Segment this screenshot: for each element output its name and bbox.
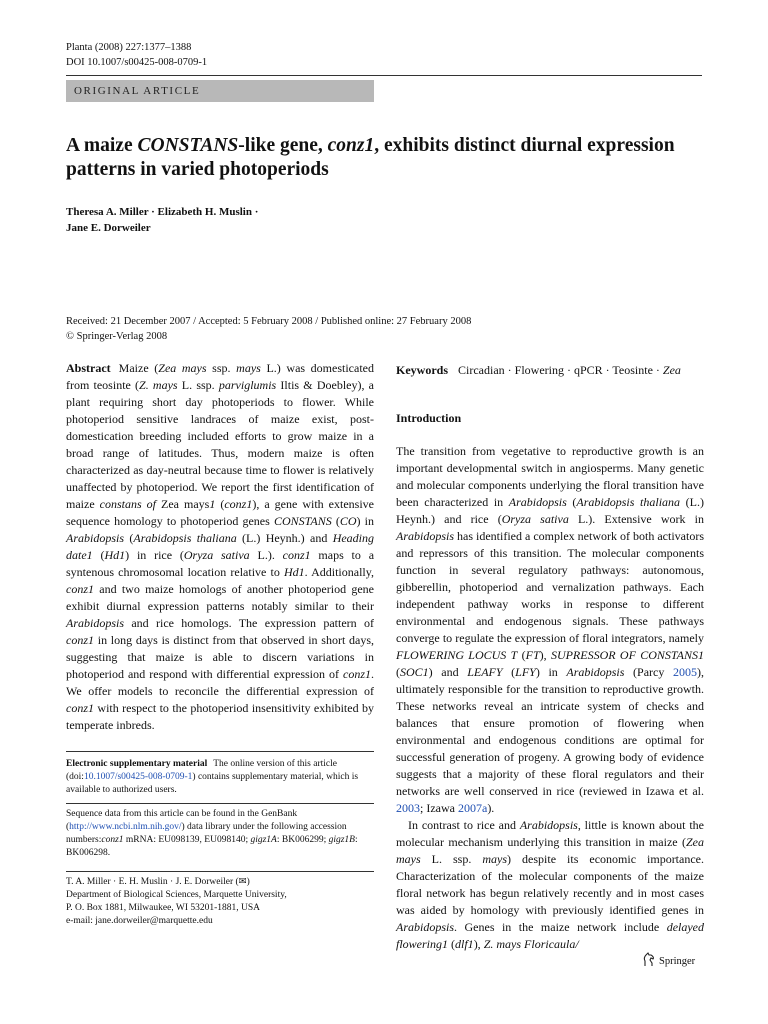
esm-note <box>66 758 374 797</box>
doi: DOI 10.1007/s00425-008-0709-1 <box>66 57 208 68</box>
intro-text: ), <box>539 648 551 662</box>
intro-text: , little is known about the molecular mechanism underlying this transition in maize ( <box>396 818 704 849</box>
introduction-body <box>396 443 704 953</box>
intro-text: (Parcy <box>624 665 673 679</box>
genbank-text: gigz1A <box>250 835 277 845</box>
abstract-text: ), a gene with extensive sequence homology to photoperiod genes <box>66 497 374 528</box>
footnote-rule <box>66 871 374 872</box>
title-text: -like gene, <box>238 135 328 156</box>
intro-text: ). <box>487 801 495 815</box>
title-text: conz1 <box>327 135 375 156</box>
abstract-text: Zea mays <box>156 497 210 511</box>
abstract-text: mays <box>236 361 261 375</box>
abstract-text: constans of <box>99 497 156 511</box>
abstract-text: ( <box>215 497 225 511</box>
abstract-text: ( <box>124 531 134 545</box>
esm-label: Electronic supplementary material <box>66 759 208 769</box>
intro-text: FLOWERING LOCUS T <box>396 648 518 662</box>
intro-text: Z. mays Floricaula/ <box>483 937 579 951</box>
intro-text: In contrast to rice and <box>408 818 520 832</box>
abstract-label: Abstract <box>66 361 111 375</box>
abstract-text: in long days is distinct from that observed in short days, suggesting that maize is able to discern variations in photoperiod and respond with differential expression of <box>66 633 374 681</box>
dates-line: Received: 21 December 2007 / Accepted: 5 February 2008 / Published online: 27 February 2008 <box>66 316 472 327</box>
email-line: e-mail: jane.dorweiler@marquette.edu <box>66 916 213 926</box>
intro-text: FT <box>525 648 540 662</box>
intro-text: ( <box>448 937 456 951</box>
intro-text: L.). Extensive work in <box>568 512 704 526</box>
abstract-text: Zea mays <box>158 361 207 375</box>
intro-text: Zea mays <box>396 835 704 866</box>
publisher-logo <box>642 952 695 969</box>
keywords-text: Zea <box>662 363 681 377</box>
abstract-text: ) in rice ( <box>125 548 184 562</box>
author-list <box>66 204 258 236</box>
publisher-name: Springer <box>659 956 696 967</box>
abstract-text: . Additionally, <box>304 565 374 579</box>
abstract-text: . We offer models to reconcile the differential expression of <box>66 667 374 698</box>
abstract-text: L.) was domesticated from teosinte ( <box>66 361 374 392</box>
abstract-text: ( <box>92 548 105 562</box>
abstract-text: Arabidopsis <box>66 531 125 545</box>
intro-text: has identified a complex network of both activators and repressors of this transition. The molecular components function in several regulatory pathways: autonomous, gibberellin, photoperiod and vernalization pathways. Each independent pathway works in response to different environmental and endogenous signals. These pathways converge to regulate the expression of floral integrators, namely <box>396 529 704 645</box>
abstract-text: L. ssp. <box>177 378 219 392</box>
abstract-text: ) in <box>356 514 374 528</box>
intro-text: Oryza sativa <box>501 512 569 526</box>
abstract-text: Z. mays <box>139 378 178 392</box>
intro-text: delayed flowering1 <box>396 920 704 951</box>
keywords-label: Keywords <box>396 363 448 377</box>
abstract-text: Maize ( <box>118 361 159 375</box>
intro-text: ( <box>502 665 516 679</box>
genbank-text: : BK006298. <box>66 835 358 858</box>
address-line: P. O. Box 1881, Milwaukee, WI 53201-1881, USA <box>66 903 261 913</box>
genbank-text: Sequence data from this article can be found in the GenBank ( <box>66 809 298 832</box>
abstract-text: Oryza sativa <box>183 548 250 562</box>
article-title <box>66 134 706 182</box>
intro-text: ) in <box>535 665 567 679</box>
intro-text: ) and <box>428 665 468 679</box>
genbank-text: gigz1B <box>328 835 355 845</box>
intro-text: Arabidopsis <box>396 920 455 934</box>
introduction-heading: Introduction <box>396 411 462 425</box>
address-line: T. A. Miller · E. H. Muslin · J. E. Dorweiler (✉) <box>66 877 250 887</box>
genbank-text: ) data library under the following accession numbers: <box>66 822 347 845</box>
intro-text: ; Izawa <box>420 801 458 815</box>
genbank-text: mRNA: EU098139, EU098140; <box>123 835 251 845</box>
copyright-line: © Springer-Verlag 2008 <box>66 331 168 342</box>
intro-text: SUPRESSOR OF CONSTANS1 <box>550 648 704 662</box>
abstract-text: Arabidopsis <box>66 616 125 630</box>
intro-text: Arabidopsis <box>508 495 567 509</box>
intro-text: ( <box>396 665 400 679</box>
abstract-text: conz1 <box>66 701 94 715</box>
intro-text: ), <box>473 937 484 951</box>
author-address <box>66 876 374 928</box>
intro-paragraph <box>396 443 704 817</box>
abstract-text: ( <box>331 514 340 528</box>
genbank-text: : BK006299; <box>276 835 329 845</box>
abstract-text: and rice homologs. The expression pattern of <box>124 616 374 630</box>
abstract-text: Hd1 <box>283 565 305 579</box>
intro-text: Arabidopsis thaliana <box>576 495 681 509</box>
title-text: A maize <box>66 135 138 156</box>
abstract-text: L.). <box>249 548 283 562</box>
intro-paragraph <box>396 817 704 953</box>
intro-text: dlf1 <box>455 937 474 951</box>
intro-text: ( <box>517 648 526 662</box>
intro-text: LFY <box>515 665 536 679</box>
citation-link[interactable]: 2005 <box>672 665 697 679</box>
abstract-text: Iltis & Doebley), a plant requiring short day photoperiods to flower. While photoperiod sensitive landraces of maize exist, post-domestication breeding included efforts to grow maize in a broad range of latitudes. Thus, modern maize is often characterized as day-neutral because time to flower is relatively unaffected by photoperiod. We report the first identification of maize <box>66 378 374 511</box>
abstract-text: maps to a syntenous chromosomal location relative to <box>66 548 375 579</box>
title-text: CONSTANS <box>137 135 239 156</box>
received-dates <box>66 314 706 344</box>
citation-link[interactable]: 2007a <box>457 801 488 815</box>
abstract-text: conz1 <box>282 548 311 562</box>
intro-text: Arabidopsis <box>566 665 625 679</box>
abstract-text: conz1 <box>66 582 94 596</box>
intro-text: Arabidopsis <box>396 529 455 543</box>
abstract-text: with respect to the photoperiod insensitivity exhibited by temperate inbreds. <box>66 701 374 732</box>
abstract-text: Hd1 <box>104 548 126 562</box>
abstract-text: CO <box>339 514 357 528</box>
article-type-banner: ORIGINAL ARTICLE <box>66 80 374 102</box>
genbank-link[interactable]: http://www.ncbi.nlm.nih.gov/ <box>69 822 182 832</box>
abstract-text: parviglumis <box>218 378 277 392</box>
journal-citation: Planta (2008) 227:1377–1388 <box>66 42 192 53</box>
footnote-rule <box>66 751 374 752</box>
intro-text: The transition from vegetative to reproductive growth is an important developmental switch in angiosperms. Many genetic and molecular components underlying the floral transition have been characterized in <box>396 444 704 509</box>
abstract-text: conz1 <box>224 497 253 511</box>
footnote-rule <box>66 803 374 804</box>
authors-line: Theresa A. Miller · Elizabeth H. Muslin · <box>66 206 259 218</box>
intro-text: mays <box>482 852 508 866</box>
abstract-text: ssp. <box>206 361 237 375</box>
abstract-text: conz1 <box>343 667 371 681</box>
abstract-text: Arabidopsis thaliana <box>133 531 237 545</box>
abstract-text: 1 <box>209 497 216 511</box>
abstract <box>66 360 374 734</box>
esm-text: ) contains supplementary material, which is available to authorized users. <box>66 772 359 795</box>
intro-text: . Genes in the maize network include <box>454 920 667 934</box>
abstract-text: and two maize homologs of another photoperiod gene exhibit diurnal expression patterns notably similar to their <box>66 582 374 613</box>
intro-text: (L.) Heynh.) and rice ( <box>396 495 705 526</box>
intro-text: ( <box>566 495 577 509</box>
journal-header <box>66 40 207 70</box>
springer-horse-icon <box>642 956 659 967</box>
citation-link[interactable]: 2003 <box>396 801 420 815</box>
abstract-text: CONSTANS <box>273 514 332 528</box>
intro-text: Arabidopsis <box>519 818 578 832</box>
abstract-text: (L.) Heynh.) and <box>236 531 333 545</box>
keywords-text: Circadian · Flowering · qPCR · Teosinte · <box>458 363 663 377</box>
address-line: Department of Biological Sciences, Marquette University, <box>66 890 287 900</box>
genbank-note <box>66 808 374 860</box>
header-rule <box>66 75 702 76</box>
esm-text: The online version of this article (doi: <box>66 759 337 782</box>
genbank-text: conz1 <box>101 835 124 845</box>
authors-line: Jane E. Dorweiler <box>66 222 151 234</box>
intro-text: ) despite its economic importance. Characterization of the molecular components of the maize floral network has begun relatively recently and in most cases was aided by homology with previously identified genes in <box>396 852 704 917</box>
abstract-text: Heading date1 <box>66 531 375 562</box>
intro-text: L. ssp. <box>420 852 483 866</box>
abstract-text: conz1 <box>66 633 94 647</box>
intro-text: ), ultimately responsible for the transition to reproductive growth. These networks reveal an intricate system of checks and balances that ensure promotion of flowering when environmental and endogenous conditions are optimal for successful generation of progeny. A growing body of evidence suggests that a majority of these floral regulators and their networks are well conserved in rice (reviewed in Izawa et al. <box>396 665 704 798</box>
title-text: , exhibits distinct diurnal expression patterns in varied photoperiods <box>66 135 675 180</box>
keywords <box>396 362 704 379</box>
intro-text: LEAFY <box>467 665 503 679</box>
esm-doi-link[interactable]: 10.1007/s00425-008-0709-1 <box>83 772 193 782</box>
intro-text: SOC1 <box>400 665 429 679</box>
